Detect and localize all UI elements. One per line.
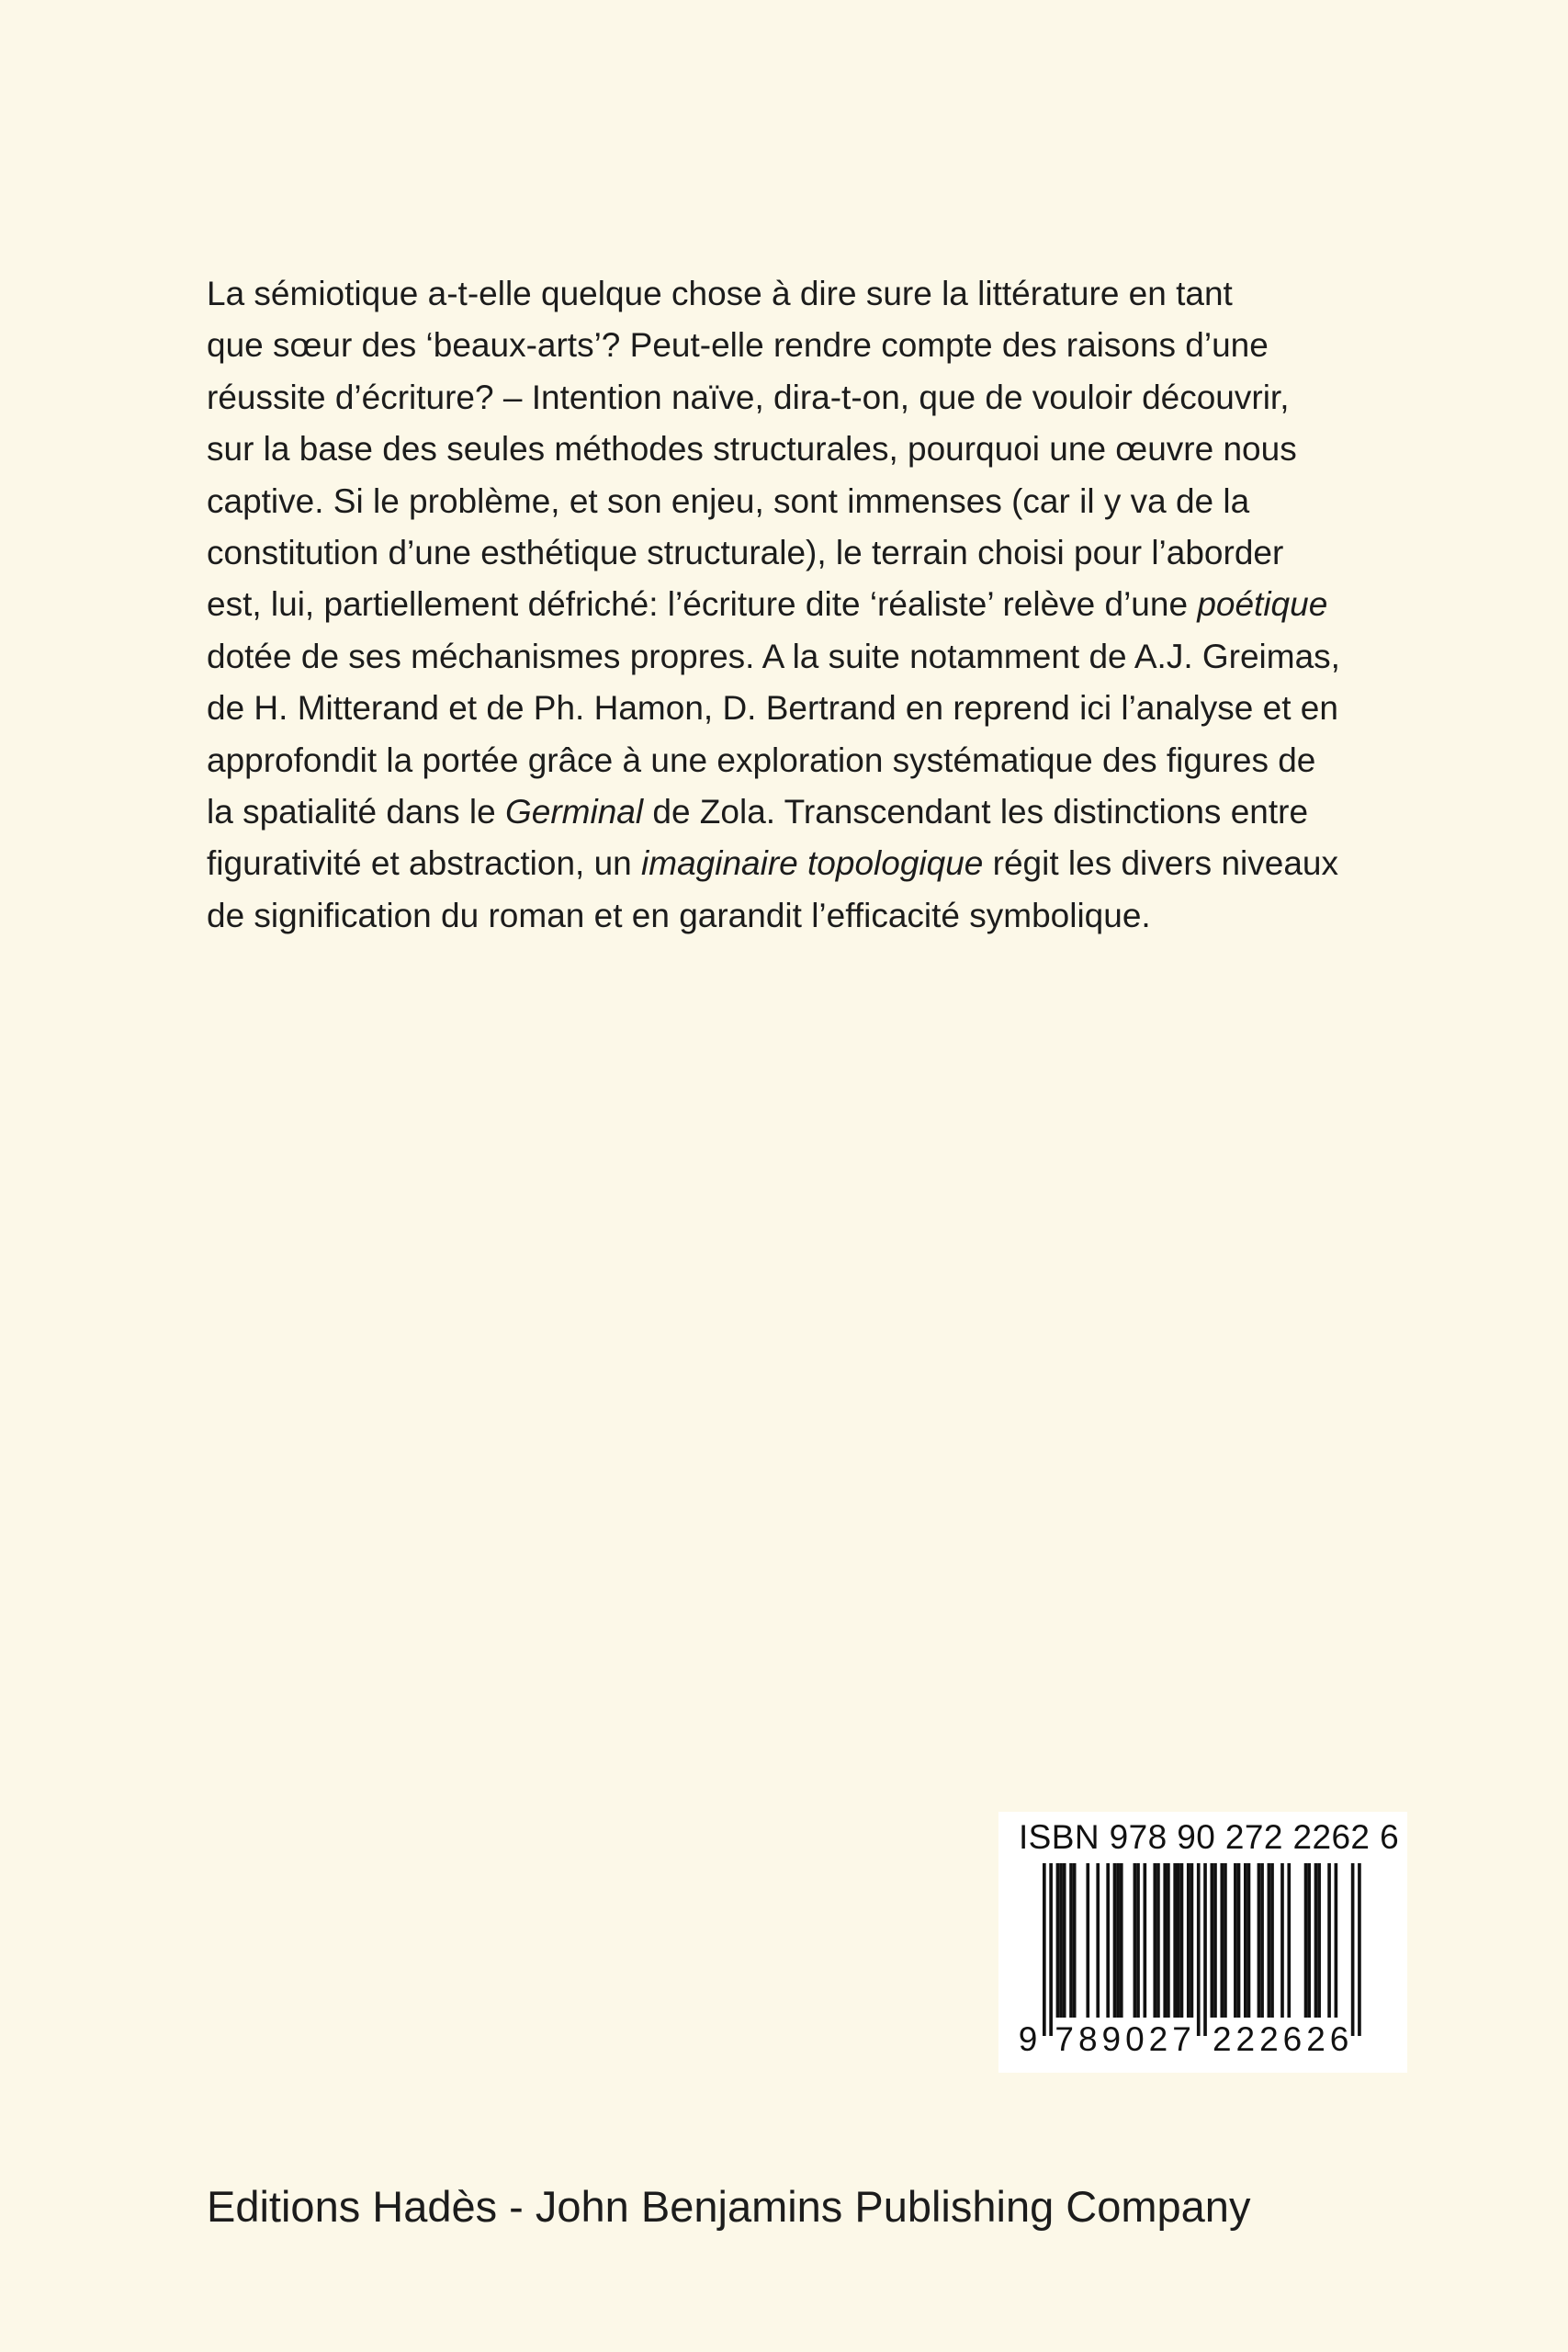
barcode-bar: [1073, 1863, 1077, 2018]
barcode-bar: [1197, 1863, 1201, 2036]
barcode-bar: [1116, 1863, 1120, 2018]
blurb-segment: de Zola. Transcendant les distinctions entre: [643, 792, 1309, 831]
barcode-bar: [1258, 1863, 1261, 2018]
barcode-bar: [1287, 1863, 1291, 2018]
blurb-segment: de signification du roman et en garandit l’efficacité symbolique.: [207, 896, 1151, 934]
isbn-label: ISBN 978 90 272 2262 6: [1019, 1818, 1400, 1856]
blurb-segment: réussite d’écriture? – Intention naïve, dira-t-on, que de vouloir découvrir,: [207, 378, 1290, 416]
barcode-bar: [1177, 1863, 1180, 2018]
barcode-bar: [1358, 1863, 1361, 2036]
barcode-bar: [1120, 1863, 1123, 2018]
barcode-bar: [1224, 1863, 1227, 2018]
blurb-line: [207, 372, 1392, 424]
barcode-digit: 9: [1101, 2020, 1122, 2058]
barcode-bar: [1213, 1863, 1217, 2018]
barcode-bar: [1049, 1863, 1053, 2036]
barcode-bar: [1351, 1863, 1355, 2036]
blurb-segment: approfondit la portée grâce à une exploration systématique des figures de: [207, 741, 1316, 779]
barcode-bar: [1069, 1863, 1073, 2018]
blurb-line: [207, 683, 1392, 734]
barcode-bar: [1244, 1863, 1247, 2018]
blurb-segment: que sœur des ‘beaux-arts’? Peut-elle rendre compte des raisons d’une: [207, 326, 1269, 365]
barcode-bar: [1280, 1863, 1284, 2018]
barcode-bar: [1327, 1863, 1331, 2018]
barcode-digit: 7: [1055, 2020, 1074, 2058]
blurb-segment: figurativité et abstraction, un: [207, 844, 642, 883]
barcode-bar: [1307, 1863, 1311, 2018]
blurb-line: [207, 890, 1392, 942]
barcode-bar: [1314, 1863, 1318, 2018]
italic-term: imaginaire topologique: [641, 844, 984, 883]
barcode-bar: [1144, 1863, 1147, 2018]
barcode-bar: [1086, 1863, 1089, 2018]
barcode-digit: 9: [1018, 2020, 1038, 2058]
barcode-digit: 2: [1259, 2020, 1279, 2058]
barcode-bar: [1187, 1863, 1190, 2018]
blurb-segment: La sémiotique a-t-elle quelque chose à dire sure la littérature en tant: [207, 275, 1233, 312]
barcode-bar: [1063, 1863, 1066, 2018]
barcode-digit: 6: [1329, 2020, 1349, 2058]
barcode-digit: 2: [1213, 2020, 1232, 2058]
blurb-line: [207, 631, 1392, 683]
italic-term: poétique: [1197, 585, 1328, 624]
barcode-bar: [1059, 1863, 1063, 2018]
blurb-text: [207, 268, 1392, 942]
blurb-line: [207, 786, 1392, 838]
blurb-line: [207, 424, 1392, 475]
blurb-line: [207, 320, 1392, 371]
barcode-bar: [1260, 1863, 1264, 2018]
blurb-segment: régit les divers niveaux: [983, 844, 1338, 883]
barcode-bar: [1173, 1863, 1177, 2018]
barcode-bar: [1247, 1863, 1251, 2018]
barcode-bar: [1043, 1863, 1046, 2036]
barcode-bar: [1237, 1863, 1241, 2018]
barcode-bar: [1234, 1863, 1237, 2018]
blurb-line: [207, 579, 1392, 630]
barcode-bar: [1268, 1863, 1271, 2018]
barcode-bars: [998, 1812, 1407, 2073]
barcode-bar: [1335, 1863, 1338, 2018]
blurb-line: [207, 735, 1392, 786]
barcode-bar: [1270, 1863, 1274, 2018]
barcode-bar: [1203, 1863, 1207, 2036]
barcode-digit: 2: [1148, 2020, 1168, 2058]
barcode-bar: [1113, 1863, 1117, 2018]
blurb-segment: la spatialité dans le: [207, 792, 505, 831]
barcode-digit: 2: [1235, 2020, 1256, 2058]
barcode-bar: [1163, 1863, 1167, 2018]
barcode-bar: [1096, 1863, 1100, 2018]
barcode-digit: 7: [1172, 2020, 1191, 2058]
italic-term: Germinal: [504, 792, 644, 831]
blurb-segment: constitution d’une esthétique structurale), le terrain choisi pour l’aborder: [207, 533, 1284, 571]
barcode-digit: 2: [1306, 2020, 1325, 2058]
barcode-bar: [1180, 1863, 1184, 2018]
blurb-line: [207, 527, 1392, 579]
barcode-digit: 8: [1078, 2020, 1098, 2058]
barcode-bar: [1304, 1863, 1308, 2018]
barcode-bar: [1136, 1863, 1140, 2018]
barcode-digit: 6: [1282, 2020, 1303, 2058]
publisher-name: Editions Hadès - John Benjamins Publishing Company: [207, 2182, 1251, 2231]
barcode-digit: 0: [1125, 2020, 1145, 2058]
blurb-segment: de H. Mitterand et de Ph. Hamon, D. Bertrand en reprend ici l’analyse et en: [207, 689, 1338, 728]
barcode-bar: [1134, 1863, 1137, 2018]
isbn-barcode: [998, 1812, 1407, 2073]
barcode-bar: [1056, 1863, 1060, 2018]
barcode-bar: [1190, 1863, 1194, 2018]
blurb-line: [207, 476, 1392, 527]
barcode-bar: [1167, 1863, 1170, 2018]
barcode-bar: [1153, 1863, 1156, 2018]
barcode-bar: [1156, 1863, 1160, 2018]
blurb-line: [207, 838, 1392, 889]
barcode-bar: [1317, 1863, 1321, 2018]
blurb-segment: est, lui, partiellement défriché: l’écriture dite ‘réaliste’ relève d’une: [207, 585, 1198, 624]
blurb-segment: captive. Si le problème, et son enjeu, sont immenses (car il y va de la: [207, 481, 1250, 520]
blurb-segment: dotée de ses méchanismes propres. A la suite notamment de A.J. Greimas,: [207, 637, 1340, 675]
barcode-bar: [1220, 1863, 1224, 2018]
barcode-bar: [1106, 1863, 1110, 2018]
blurb-segment: sur la base des seules méthodes structurales, pourquoi une œuvre nous: [207, 430, 1297, 469]
barcode-bar: [1211, 1863, 1214, 2018]
blurb-line: [207, 268, 1392, 320]
